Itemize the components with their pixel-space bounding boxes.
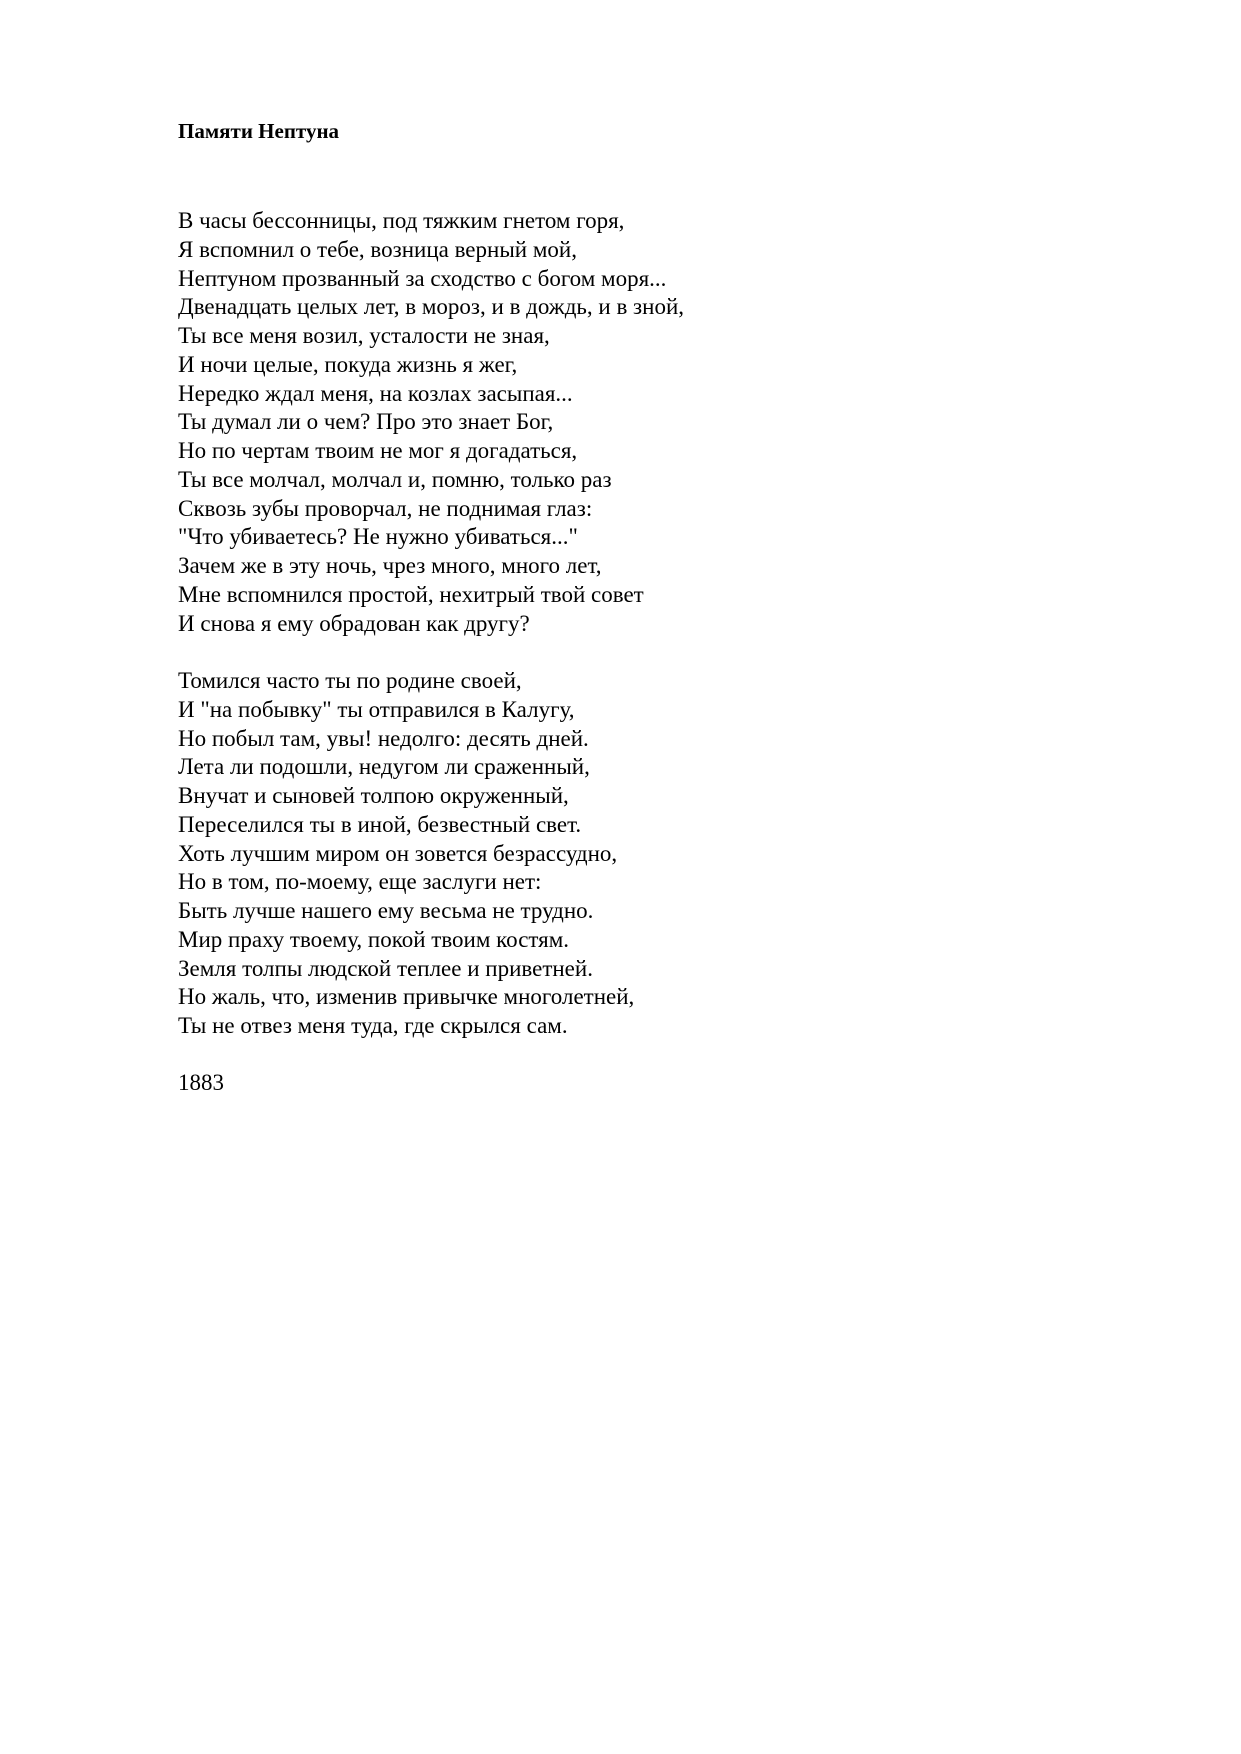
poem-line: Мир праху твоему, покой твоим костям.: [178, 926, 570, 952]
poem-line: Ты думал ли о чем? Про это знает Бог,: [178, 409, 554, 435]
poem-line: Но в том, по-моему, еще заслуги нет:: [178, 869, 542, 895]
poem-line: Томился часто ты по родине своей,: [178, 668, 522, 693]
poem-line: Хоть лучшим миром он зовется безрассудно,: [178, 840, 618, 866]
poem-line: В часы бессонницы, под тяжким гнетом горя,: [178, 208, 625, 233]
poem-line: Лета ли подошли, недугом ли сраженный,: [178, 754, 590, 780]
stanza-1: [178, 207, 684, 638]
poem-line: Сквозь зубы проворчал, не поднимая глаз:: [178, 495, 593, 521]
poem-title: Памяти Нептуна: [178, 119, 340, 143]
poem-line: Я вспомнил о тебе, возница верный мой,: [178, 236, 577, 262]
poem-line: Земля толпы людской теплее и приветней.: [178, 955, 593, 981]
poem-line: Ты все молчал, молчал и, помню, только раз: [178, 466, 612, 492]
poem-line: Нептуном прозванный за сходство с богом моря...: [178, 265, 667, 291]
poem-line: Внучат и сыновей толпою окруженный,: [178, 783, 569, 808]
poem-line: Ты не отвез меня туда, где скрылся сам.: [178, 1013, 568, 1038]
poem-year: 1883: [178, 1070, 224, 1095]
poem-line: Но жаль, что, изменив привычке многолетней,: [178, 984, 635, 1010]
poem-line: Ты все меня возил, усталости не зная,: [178, 323, 550, 348]
poem-line: Но побыл там, увы! недолго: десять дней.: [178, 725, 589, 751]
poem-line: Нередко ждал меня, на козлах засыпая...: [178, 380, 573, 406]
poem-line: Мне вспомнился простой, нехитрый твой совет: [178, 581, 644, 607]
poem-line: Быть лучше нашего ему весьма не трудно.: [178, 898, 594, 923]
poem-line: Зачем же в эту ночь, чрез много, много лет,: [178, 553, 602, 578]
poem-line: И снова я ему обрадован как другу?: [178, 610, 530, 636]
poem-line: Переселился ты в иной, безвестный свет.: [178, 811, 582, 837]
stanza-2: [178, 667, 634, 1041]
poem-line: И ночи целые, покуда жизнь я жег,: [178, 351, 518, 377]
poem-line: Двенадцать целых лет, в мороз, и в дождь, и в зной,: [178, 294, 685, 320]
poem-line: "Что убиваетесь? Не нужно убиваться...": [178, 524, 578, 550]
poem-line: И "на побывку" ты отправился в Калугу,: [178, 696, 575, 722]
poem-line: Но по чертам твоим не мог я догадаться,: [178, 438, 578, 463]
